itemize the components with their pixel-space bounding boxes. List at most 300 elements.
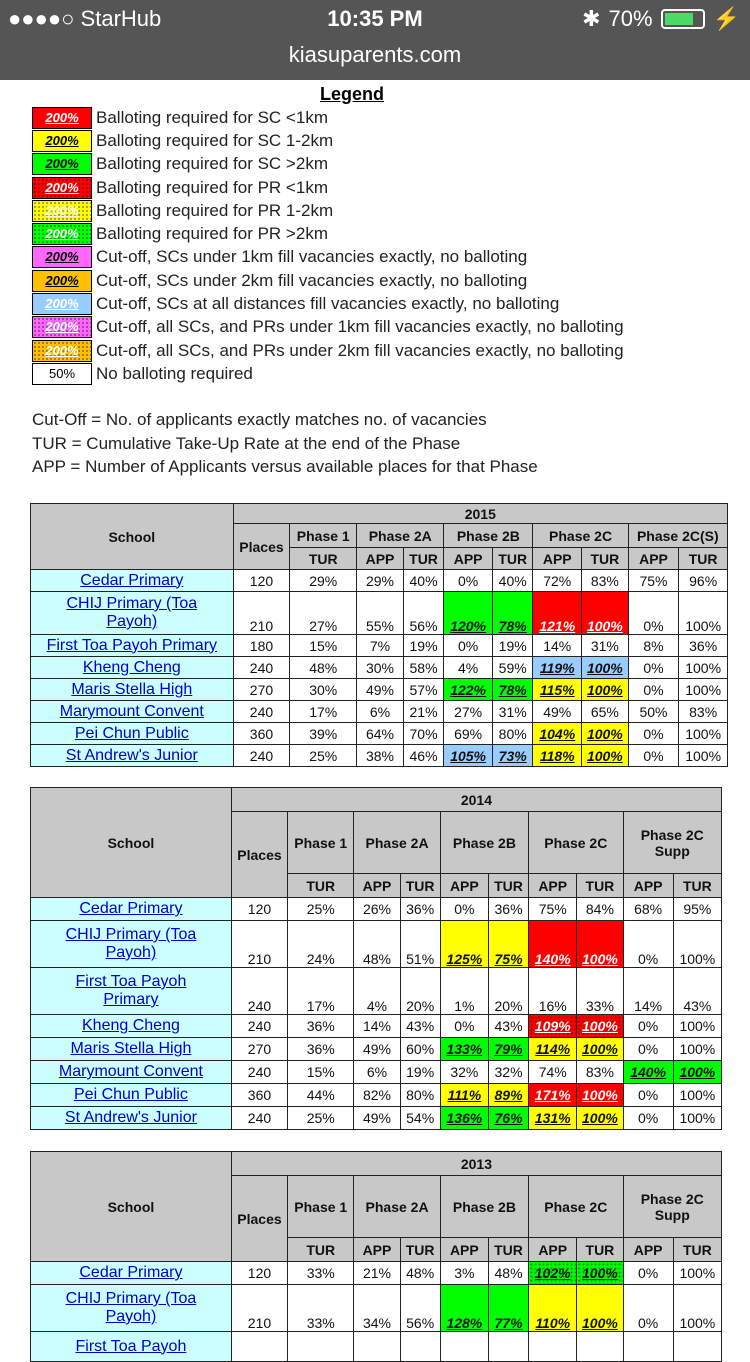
legend-swatch: 200% — [32, 107, 92, 129]
data-cell: 100% — [582, 657, 629, 679]
school-name-line[interactable]: Kheng Cheng — [82, 658, 181, 676]
data-cell: 14% — [623, 968, 673, 1015]
data-cell: 21% — [403, 701, 444, 723]
data-cell: 27% — [444, 701, 493, 723]
header-tur: TUR — [488, 1238, 528, 1262]
data-cell: 140% — [529, 921, 577, 968]
header-row — [31, 504, 728, 524]
school-name-line[interactable]: Kheng Cheng — [82, 1017, 180, 1034]
data-cell: 96% — [679, 570, 728, 592]
data-cell: 36% — [288, 1038, 354, 1061]
data-cell: 100% — [577, 1084, 623, 1107]
data-cell: 125% — [440, 921, 488, 968]
table-row — [31, 1332, 722, 1362]
school-link[interactable] — [31, 723, 234, 745]
data-cell: 136% — [440, 1107, 488, 1130]
data-cell: 17% — [290, 701, 357, 723]
data-cell: 100% — [673, 1262, 721, 1285]
header-tur: TUR — [290, 548, 357, 570]
table-row — [31, 1084, 722, 1107]
data-cell: 49% — [357, 679, 404, 701]
header-tur: TUR — [288, 874, 354, 898]
legend-row — [32, 153, 624, 176]
data-cell: 20% — [488, 968, 528, 1015]
header-phase2b: Phase 2B — [440, 812, 528, 874]
data-cell: 78% — [492, 592, 533, 635]
legend-row — [32, 246, 624, 269]
url-text: kiasuparents.com — [288, 42, 462, 67]
data-cell: 0% — [628, 745, 679, 767]
data-cell: 270 — [233, 679, 290, 701]
data-cell: 17% — [288, 968, 354, 1015]
data-cell: 6% — [357, 701, 404, 723]
legend-row — [32, 362, 624, 385]
clock: 10:35 PM — [327, 6, 423, 31]
table-row — [31, 1107, 722, 1130]
table-row — [31, 745, 728, 767]
data-cell: 14% — [354, 1015, 400, 1038]
data-cell: 36% — [488, 898, 528, 921]
data-cell: 56% — [400, 1285, 440, 1332]
data-cell: 82% — [354, 1084, 400, 1107]
legend-label: Balloting required for SC <1km — [96, 107, 328, 127]
data-cell: 0% — [623, 1038, 673, 1061]
header-app: APP — [440, 1238, 488, 1262]
note-line: APP = Number of Applicants versus available places for that Phase — [32, 457, 538, 476]
data-cell: 104% — [533, 723, 582, 745]
data-cell: 14% — [533, 635, 582, 657]
school-link[interactable] — [31, 1262, 232, 1285]
header-phase2a: Phase 2A — [357, 524, 444, 548]
school-name-line[interactable]: CHIJ Primary (Toa — [65, 1290, 197, 1307]
header-app: APP — [529, 874, 577, 898]
data-cell: 84% — [577, 898, 623, 921]
legend-label: Cut-off, all SCs, and PRs under 1km fill vacancies exactly, no balloting — [96, 317, 624, 337]
data-cell: 55% — [357, 592, 404, 635]
data-cell: 59% — [492, 657, 533, 679]
data-cell: 25% — [288, 1107, 354, 1130]
data-cell: 120 — [231, 898, 287, 921]
data-cell: 79% — [488, 1038, 528, 1061]
data-cell: 100% — [673, 1285, 721, 1332]
header-phase1: Phase 1 — [288, 812, 354, 874]
data-cell: 75% — [529, 898, 577, 921]
table-row — [31, 968, 722, 1015]
header-phase2c: Phase 2C — [533, 524, 628, 548]
data-cell: 0% — [623, 921, 673, 968]
data-cell: 19% — [492, 635, 533, 657]
school-name-line[interactable]: First Toa Payoh — [75, 973, 187, 990]
data-cell: 36% — [288, 1015, 354, 1038]
carrier-label: ●●●●○ StarHub — [8, 6, 162, 31]
data-cell: 0% — [623, 1262, 673, 1285]
data-cell: 270 — [231, 1038, 287, 1061]
data-cell: 30% — [290, 679, 357, 701]
data-cell: 48% — [354, 921, 400, 968]
header-phase1: Phase 1 — [288, 1176, 354, 1238]
school-link[interactable] — [31, 570, 234, 592]
data-cell — [577, 1332, 623, 1362]
data-cell — [529, 1332, 577, 1362]
data-cell — [673, 1332, 721, 1362]
data-cell: 360 — [233, 723, 290, 745]
school-link[interactable] — [31, 745, 234, 767]
data-cell: 49% — [354, 1038, 400, 1061]
data-cell: 0% — [623, 1285, 673, 1332]
data-cell: 118% — [533, 745, 582, 767]
data-cell: 100% — [673, 1084, 721, 1107]
data-cell: 48% — [290, 657, 357, 679]
header-tur: TUR — [403, 548, 444, 570]
data-cell: 83% — [577, 1061, 623, 1084]
data-cell: 102% — [529, 1262, 577, 1285]
header-school: School — [31, 788, 232, 898]
url-bar[interactable] — [0, 40, 750, 80]
school-link[interactable] — [31, 1285, 232, 1332]
data-cell: 33% — [577, 968, 623, 1015]
data-cell: 0% — [444, 635, 493, 657]
data-cell: 48% — [400, 1262, 440, 1285]
data-cell: 100% — [582, 592, 629, 635]
data-cell: 120% — [444, 592, 493, 635]
header-tur: TUR — [400, 1238, 440, 1262]
bluetooth-icon: ✱ — [582, 6, 601, 31]
school-link[interactable] — [31, 1332, 232, 1362]
data-cell: 0% — [623, 1084, 673, 1107]
note-line: Cut-Off = No. of applicants exactly matches no. of vacancies — [32, 410, 487, 429]
legend-label: Balloting required for PR 1-2km — [96, 200, 334, 220]
table-2014 — [30, 787, 722, 1130]
data-cell: 109% — [529, 1015, 577, 1038]
school-name-line[interactable]: Maris Stella High — [71, 680, 193, 698]
data-cell: 30% — [357, 657, 404, 679]
legend-swatch: 200% — [32, 153, 92, 175]
data-cell: 24% — [288, 921, 354, 968]
data-cell: 49% — [354, 1107, 400, 1130]
table-row — [31, 921, 722, 968]
data-cell: 40% — [403, 570, 444, 592]
legend-label: Balloting required for SC >2km — [96, 154, 328, 174]
header-places: Places — [231, 1176, 287, 1262]
header-phase1: Phase 1 — [290, 524, 357, 548]
data-cell: 56% — [403, 592, 444, 635]
data-cell: 4% — [444, 657, 493, 679]
data-cell: 100% — [582, 723, 629, 745]
data-cell: 0% — [444, 570, 493, 592]
data-cell: 29% — [290, 570, 357, 592]
legend-label: Cut-off, SCs under 2km fill vacancies exactly, no balloting — [96, 270, 528, 290]
data-cell: 100% — [673, 921, 721, 968]
status-bar — [0, 0, 750, 40]
data-cell: 36% — [400, 898, 440, 921]
header-year: 2014 — [231, 788, 721, 812]
data-cell: 54% — [400, 1107, 440, 1130]
data-cell: 100% — [577, 921, 623, 968]
legend-swatch: 200% — [32, 340, 92, 362]
legend-row — [32, 269, 624, 292]
legend — [32, 106, 624, 386]
data-cell: 0% — [628, 723, 679, 745]
data-cell: 120 — [231, 1262, 287, 1285]
data-cell: 360 — [231, 1084, 287, 1107]
data-cell: 100% — [577, 1262, 623, 1285]
data-cell: 6% — [354, 1061, 400, 1084]
header-year: 2013 — [231, 1152, 721, 1176]
school-name-line[interactable]: First Toa Payoh — [75, 1337, 187, 1355]
data-cell — [288, 1332, 354, 1362]
school-name-line[interactable]: First Toa Payoh Primary — [46, 636, 218, 654]
data-cell: 4% — [354, 968, 400, 1015]
data-cell: 100% — [673, 1015, 721, 1038]
table-row — [31, 1262, 722, 1285]
data-cell: 240 — [233, 745, 290, 767]
data-cell: 44% — [288, 1084, 354, 1107]
data-cell: 121% — [533, 592, 582, 635]
header-app: APP — [529, 1238, 577, 1262]
data-cell — [400, 1332, 440, 1362]
data-cell: 60% — [400, 1038, 440, 1061]
data-cell: 3% — [440, 1262, 488, 1285]
legend-swatch: 200% — [32, 293, 92, 315]
data-cell: 210 — [231, 1285, 287, 1332]
header-phase2a: Phase 2A — [354, 1176, 440, 1238]
data-cell: 72% — [533, 570, 582, 592]
school-name-line[interactable]: Cedar Primary — [79, 1264, 183, 1281]
header-phase2b: Phase 2B — [444, 524, 533, 548]
header-phase2b: Phase 2B — [440, 1176, 528, 1238]
legend-label: Balloting required for PR >2km — [96, 224, 328, 244]
battery-icon — [661, 9, 705, 29]
data-cell: 8% — [628, 635, 679, 657]
data-cell: 20% — [400, 968, 440, 1015]
table-row — [31, 679, 728, 701]
data-cell: 33% — [288, 1285, 354, 1332]
data-cell: 0% — [440, 898, 488, 921]
school-link[interactable] — [31, 635, 234, 657]
data-cell: 100% — [577, 1015, 623, 1038]
data-cell: 65% — [582, 701, 629, 723]
school-name-line[interactable]: St Andrew's Junior — [64, 1109, 197, 1126]
legend-label: Balloting required for SC 1-2km — [96, 130, 334, 150]
data-cell: 100% — [679, 657, 728, 679]
school-link[interactable] — [31, 701, 234, 723]
school-name-line[interactable]: Maris Stella High — [70, 1040, 192, 1057]
data-cell: 0% — [623, 1107, 673, 1130]
legend-swatch: 200% — [32, 130, 92, 152]
header-tur: TUR — [679, 548, 728, 570]
legend-row — [32, 222, 624, 245]
legend-title: Legend — [320, 84, 385, 104]
header-tur: TUR — [492, 548, 533, 570]
header-places: Places — [231, 812, 287, 898]
note-line: TUR = Cumulative Take-Up Rate at the end of the Phase — [32, 433, 461, 453]
legend-label: No balloting required — [96, 363, 253, 383]
data-cell: 34% — [354, 1285, 400, 1332]
data-cell: 110% — [529, 1285, 577, 1332]
legend-row — [32, 106, 624, 129]
legend-label: Cut-off, all SCs, and PRs under 2km fill vacancies exactly, no balloting — [96, 340, 624, 360]
school-link[interactable] — [31, 657, 234, 679]
data-cell: 83% — [582, 570, 629, 592]
data-cell: 111% — [440, 1084, 488, 1107]
data-cell: 1% — [440, 968, 488, 1015]
data-cell: 19% — [400, 1061, 440, 1084]
data-cell: 133% — [440, 1038, 488, 1061]
header-phase2c-supp — [623, 1176, 722, 1238]
table-row — [31, 592, 728, 635]
data-cell: 36% — [679, 635, 728, 657]
school-name-line[interactable]: Payoh) — [106, 613, 158, 630]
legend-row — [32, 129, 624, 152]
header-tur: TUR — [577, 874, 623, 898]
school-link[interactable] — [31, 1038, 232, 1061]
legend-row — [32, 339, 624, 362]
data-cell: 73% — [492, 745, 533, 767]
school-link[interactable] — [31, 1015, 232, 1038]
data-cell: 74% — [529, 1061, 577, 1084]
data-cell: 122% — [444, 679, 493, 701]
table-row — [31, 1015, 722, 1038]
data-cell: 27% — [290, 592, 357, 635]
data-cell — [440, 1332, 488, 1362]
data-cell: 75% — [488, 921, 528, 968]
data-cell: 57% — [403, 679, 444, 701]
school-name-line[interactable]: Pei Chun Public — [74, 724, 189, 742]
header-tur: TUR — [577, 1238, 623, 1262]
status-right — [582, 6, 740, 32]
school-name-line[interactable]: Payoh) — [105, 1308, 157, 1325]
header-phase2a: Phase 2A — [354, 812, 440, 874]
data-cell: 32% — [488, 1061, 528, 1084]
data-cell: 100% — [577, 1107, 623, 1130]
data-cell: 140% — [623, 1061, 673, 1084]
header-row — [31, 788, 722, 812]
legend-swatch: 200% — [32, 200, 92, 222]
data-cell: 51% — [400, 921, 440, 968]
data-cell: 40% — [492, 570, 533, 592]
data-cell: 240 — [233, 657, 290, 679]
table-row — [31, 1061, 722, 1084]
data-cell: 210 — [231, 921, 287, 968]
legend-label: Cut-off, SCs at all distances fill vacancies exactly, no balloting — [96, 294, 560, 314]
table-row — [31, 723, 728, 745]
data-cell: 77% — [488, 1285, 528, 1332]
school-name-line[interactable]: St Andrew's Junior — [65, 746, 198, 764]
header-app: APP — [354, 874, 400, 898]
legend-swatch: 200% — [32, 316, 92, 338]
header-phase2c-supp: Phase 2C(S) — [628, 524, 727, 548]
header-app: APP — [623, 874, 673, 898]
school-name-line[interactable]: CHIJ Primary (Toa — [65, 926, 197, 943]
table-2013 — [30, 1151, 722, 1362]
school-link[interactable] — [31, 1084, 232, 1107]
header-supp-line1: Phase 2C — [640, 1190, 704, 1207]
header-tur: TUR — [488, 874, 528, 898]
charging-icon: ⚡ — [712, 6, 740, 31]
table-row — [31, 657, 728, 679]
legend-label: Cut-off, SCs under 1km fill vacancies exactly, no balloting — [96, 247, 528, 267]
header-phase2c-supp — [623, 812, 722, 874]
data-cell — [231, 1332, 287, 1362]
table-row — [31, 635, 728, 657]
data-cell: 58% — [403, 657, 444, 679]
data-cell: 120 — [233, 570, 290, 592]
data-cell: 119% — [533, 657, 582, 679]
data-cell: 46% — [403, 745, 444, 767]
data-cell: 100% — [673, 1107, 721, 1130]
legend-swatch: 200% — [32, 223, 92, 245]
data-cell: 128% — [440, 1285, 488, 1332]
school-link[interactable] — [31, 898, 232, 921]
table-row — [31, 898, 722, 921]
school-name-line[interactable]: Marymount Convent — [58, 1063, 203, 1080]
data-cell: 21% — [354, 1262, 400, 1285]
data-cell: 240 — [233, 701, 290, 723]
school-link[interactable] — [31, 1107, 232, 1130]
data-cell: 171% — [529, 1084, 577, 1107]
data-cell: 25% — [290, 745, 357, 767]
school-name-line[interactable]: Primary — [103, 991, 159, 1008]
data-cell — [623, 1332, 673, 1362]
data-cell: 32% — [440, 1061, 488, 1084]
data-cell: 31% — [492, 701, 533, 723]
header-supp-line2: Supp — [654, 842, 690, 859]
header-app: APP — [354, 1238, 400, 1262]
school-link[interactable] — [31, 1061, 232, 1084]
header-tur: TUR — [582, 548, 629, 570]
data-cell: 48% — [488, 1262, 528, 1285]
data-cell: 240 — [231, 1061, 287, 1084]
data-cell: 100% — [577, 1285, 623, 1332]
data-cell: 33% — [288, 1262, 354, 1285]
data-cell: 29% — [357, 570, 404, 592]
data-cell: 100% — [679, 592, 728, 635]
header-school: School — [31, 1152, 232, 1262]
legend-label: Balloting required for PR <1km — [96, 177, 328, 197]
school-link[interactable] — [31, 921, 232, 968]
data-cell: 0% — [623, 1015, 673, 1038]
data-cell: 80% — [492, 723, 533, 745]
school-link[interactable] — [31, 679, 234, 701]
school-link[interactable] — [31, 968, 232, 1015]
header-app: APP — [533, 548, 582, 570]
battery-percent: 70% — [608, 6, 653, 31]
data-cell: 15% — [288, 1061, 354, 1084]
school-name-line[interactable]: Marymount Convent — [59, 702, 204, 720]
school-name-line[interactable]: Cedar Primary — [79, 900, 183, 917]
data-cell: 95% — [673, 898, 721, 921]
header-phase2c: Phase 2C — [529, 1176, 623, 1238]
table-row — [31, 570, 728, 592]
data-cell: 39% — [290, 723, 357, 745]
school-name-line[interactable]: CHIJ Primary (Toa — [66, 595, 198, 612]
school-name-line[interactable]: Pei Chun Public — [74, 1086, 188, 1103]
data-cell: 70% — [403, 723, 444, 745]
data-cell: 43% — [673, 968, 721, 1015]
header-supp-line2: Supp — [654, 1206, 690, 1223]
data-cell: 25% — [288, 898, 354, 921]
legend-swatch: 200% — [32, 177, 92, 199]
data-cell: 100% — [582, 745, 629, 767]
school-name-line[interactable]: Payoh) — [105, 944, 157, 961]
data-cell: 15% — [290, 635, 357, 657]
data-cell: 210 — [233, 592, 290, 635]
header-tur: TUR — [673, 1238, 721, 1262]
table-2015 — [30, 503, 728, 767]
school-link[interactable] — [31, 592, 234, 635]
data-cell: 0% — [628, 657, 679, 679]
school-name-line[interactable]: Cedar Primary — [80, 571, 184, 589]
